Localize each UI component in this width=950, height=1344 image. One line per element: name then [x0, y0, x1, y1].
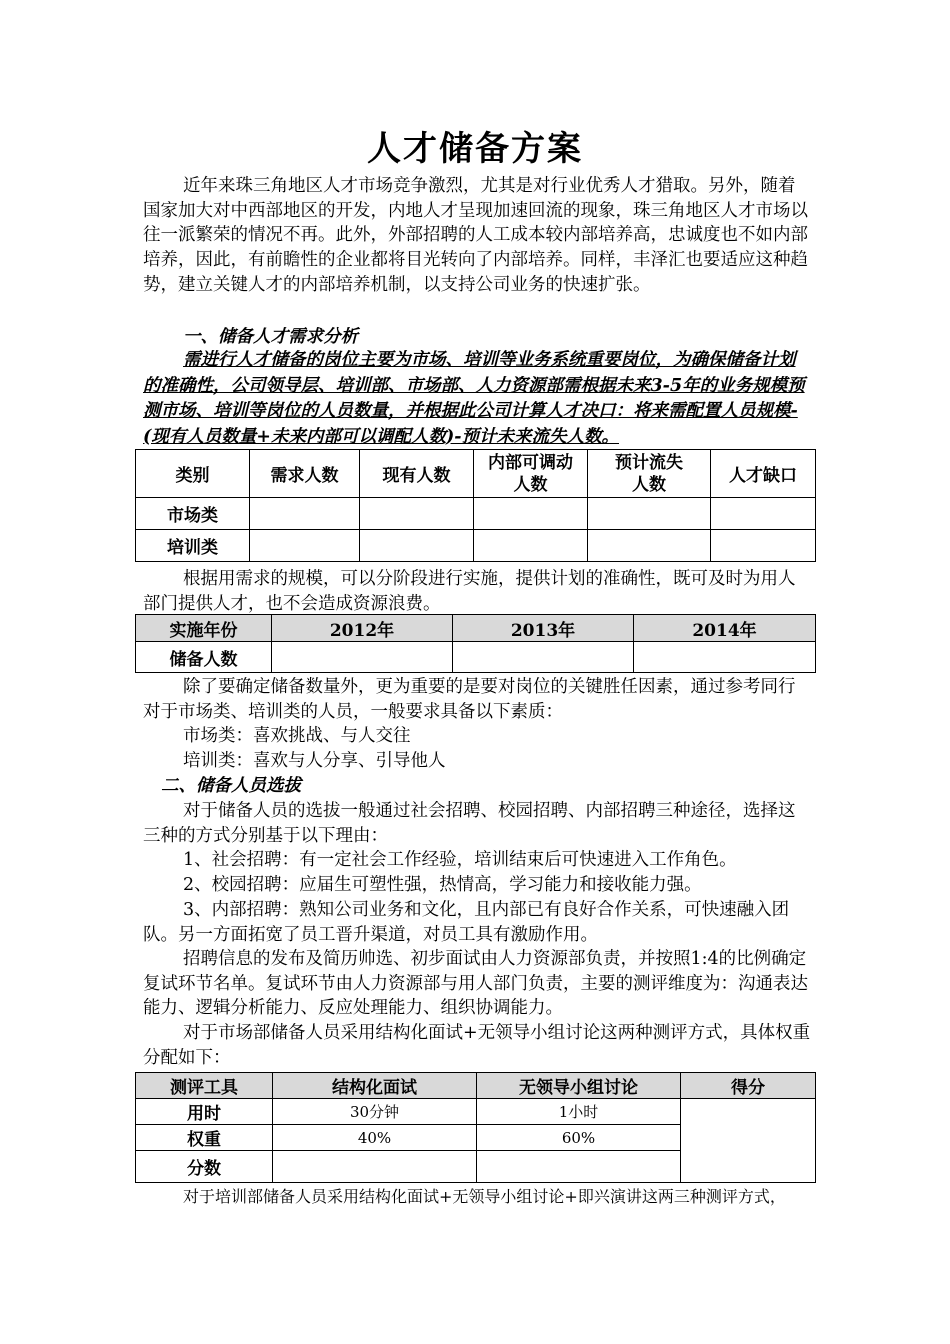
market-eval-paragraph: 对于市场部储备人员采用结构化面试+无领导小组讨论这两种测评方式，具体权重分配如下： — [143, 1023, 811, 1068]
section1-heading: 一、储备人才需求分析 — [183, 327, 358, 347]
eval-row-label: 权重 — [136, 1125, 273, 1151]
item-internal: 3、内部招聘：熟知公司业务和文化，且内部已有良好合作关系，可快速融入团队。另一方面拓宽了员工晋升渠道，对员工具有激励作用。 — [143, 900, 790, 945]
eval-table — [135, 1072, 816, 1183]
reserve-count-label: 储备人数 — [136, 642, 272, 673]
demand-header-category: 类别 — [136, 450, 250, 498]
item-social: 1、社会招聘：有一定社会工作经验，培训结束后可快速进入工作角色。 — [183, 850, 737, 870]
demand-table — [135, 449, 816, 562]
market-quality: 市场类：喜欢挑战、与人交往 — [183, 726, 411, 746]
eval-header-score: 得分 — [681, 1073, 816, 1099]
item-campus: 2、校园招聘：应届生可塑性强，热情高，学习能力和接收能力强。 — [183, 875, 702, 895]
demand-header-current: 现有人数 — [360, 450, 474, 498]
training-quality: 培训类：喜欢与人分享、引导他人 — [183, 751, 446, 771]
eval-cell: 1小时 — [477, 1099, 681, 1125]
phase-paragraph: 根据用需求的规模，可以分阶段进行实施，提供计划的准确性，既可及时为用人部门提供人才，也不会造成资源浪费。 — [143, 569, 796, 614]
selection-paragraph: 对于储备人员的选拔一般通过社会招聘、校园招聘、内部招聘三种途径，选择这三种的方式分别基于以下理由： — [143, 801, 796, 846]
section1-emphasis: 需进行人才储备的岗位主要为市场、培训等业务系统重要岗位，为确保储备计划的准确性，公司领导层、培训部、市场部、人力资源部需根据未来3-5年的业务规模预测市场、培训等岗位的人员数量，并根据此公司计算人才决口：将来需配置人员规模-(现有人员数量+未来内部可以调配人数)-预计未来流失人数。 — [143, 350, 805, 447]
demand-header-gap: 人才缺口 — [711, 450, 816, 498]
year-label: 实施年份 — [136, 615, 272, 642]
eval-row-label: 分数 — [136, 1151, 273, 1183]
quality-paragraph: 除了要确定储备数量外，更为重要的是要对岗位的关键胜任因素，通过参考同行对于市场类、培训类的人员，一般要求具备以下素质： — [143, 677, 796, 722]
section2-heading: 二、储备人员选拔 — [161, 776, 301, 796]
eval-row-label: 用时 — [136, 1099, 273, 1125]
page-title: 人才储备方案 — [367, 129, 583, 169]
year-2012: 2012年 — [272, 615, 453, 642]
eval-header-structured: 结构化面试 — [273, 1073, 477, 1099]
demand-header-demand: 需求人数 — [250, 450, 360, 498]
eval-cell — [273, 1151, 477, 1183]
recruit-paragraph: 招聘信息的发布及简历帅选、初步面试由人力资源部负责，并按照1:4的比例确定复试环节名单。复试环节由人力资源部与用人部门负责，主要的测评维度为：沟通表达能力、逻辑分析能力、反应处理能力、组织协调能力。 — [143, 949, 808, 1019]
training-eval-paragraph: 对于培训部储备人员采用结构化面试+无领导小组讨论+即兴演讲这两三种测评方式， — [183, 1187, 786, 1206]
demand-row-label: 市场类 — [136, 498, 250, 530]
eval-cell: 60% — [477, 1125, 681, 1151]
demand-header-attrition: 预计流失 人数 — [588, 450, 711, 498]
demand-header-transferable: 内部可调动 人数 — [474, 450, 588, 498]
eval-cell: 40% — [273, 1125, 477, 1151]
eval-header-group: 无领导小组讨论 — [477, 1073, 681, 1099]
eval-header-tool: 测评工具 — [136, 1073, 273, 1099]
eval-cell: 30分钟 — [273, 1099, 477, 1125]
intro-paragraph: 近年来珠三角地区人才市场竞争激烈，尤其是对行业优秀人才猎取。另外，随着国家加大对中西部地区的开发，内地人才呈现加速回流的现象，珠三角地区人才市场以往一派繁荣的情况不再。此外，外部招聘的人工成本较内部培养高，忠诚度也不如内部培养，因此，有前瞻性的企业都将目光转向了内部培养。同样，丰泽汇也要适应这种趋势，建立关键人才的内部培养机制，以支持公司业务的快速扩张。 — [143, 176, 808, 295]
demand-row-label: 培训类 — [136, 530, 250, 562]
eval-score-cell — [681, 1099, 816, 1183]
year-table — [135, 614, 816, 673]
eval-cell — [477, 1151, 681, 1183]
year-2013: 2013年 — [453, 615, 634, 642]
year-2014: 2014年 — [634, 615, 816, 642]
